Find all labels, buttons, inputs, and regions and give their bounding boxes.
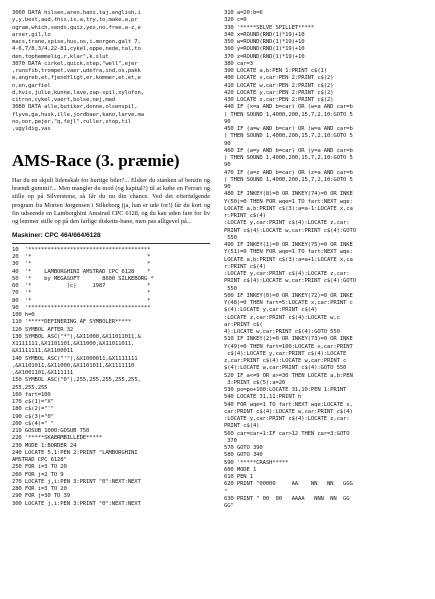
code-line: 430 LOCATE z,car:PEN 2:PRINT c$(2)	[224, 97, 334, 103]
code-line: LOCATE a,b:PRINT c$(3):a=a+1:LOCATE x,ca	[224, 256, 353, 263]
code-line: 530 po=po+100:LOCATE 31,10:PEN 1:PRINT	[224, 387, 350, 393]
code-line: 300 LOCATE j,i:PEN 3:PRINT "0":NEXT:NEXT	[12, 500, 141, 507]
code-line: ar:PRINT c$(	[224, 321, 263, 328]
code-line: e,angreb,et,fjendtligt,er,kommer,et,et,e	[12, 75, 141, 82]
code-line: ,runsfib,trompet,vaer,udefra,ind,os,pakk	[12, 68, 141, 74]
code-line: 120 SYMBOL AFTER 32	[12, 326, 74, 333]
code-line: no,oor,pejer,"q,fejl",ruller,stop,til	[12, 118, 132, 125]
code-line: 80 '* *	[12, 297, 151, 304]
code-line: LOCATE a,b:PRINT c$(3):a=a-1:LOCATE x,ca	[224, 205, 353, 212]
code-line: &X1111111,&X1100011	[12, 348, 74, 355]
code-line: 250 FOR i=3 TO 20	[12, 464, 67, 471]
program-listing	[12, 247, 210, 508]
right-column	[224, 10, 428, 510]
code-line: "	[224, 488, 228, 495]
code-line: 3080 DATA alle,butiker,donne,olsenspil,	[12, 104, 138, 111]
code-line: z,car:PRINT c$(4):LOCATE w,car:PRINT c	[224, 358, 347, 364]
code-line: 4):LOCATE w,car:PRINT c$(4):GOTO 550	[224, 329, 340, 335]
code-line: 340 x=ROUND(RND(1)*19)+10	[224, 31, 305, 38]
code-line: arser,gil,lo	[12, 31, 51, 38]
article-intro: Har du en skjult lidenskab for hurtige biler?... Elsker du stanken af benzin og brændt gummi?... Men mangler du mod (og kapital?) til at købe en Ferrari og stille op på Silverstone, så får du nu din chance. Ved det efterfølgende program fra Morten Jørgensen i Silkeborg (ja, han er ude for!) får du kort og fin udseende en Lamborghini Amstrad CPC 6128, og du kan uden fare for liv og lemmer stille op på den farlige diskette-bane, men pas alligevel på...	[12, 177, 210, 225]
code-line: 210 GOSUB 1000:GOSUB 750	[12, 428, 90, 435]
code-line: 10 '**************************************	[12, 246, 151, 253]
code-line: y,y,best,aud,this,is,a,try,to,make,a,pr	[12, 17, 138, 24]
code-line: 520 IF a<=9 OR a>=30 THEN LOCATE a,b:PEN	[224, 372, 353, 379]
code-line: r:PRINT c$(4)	[224, 263, 266, 270]
code-line: 490 IF INKEY(1)=0 OR INKEY(75)=0 OR INKE	[224, 242, 353, 248]
code-line: ,&X1001101,&X111111	[12, 370, 74, 377]
code-line: 470 IF (a=z AND b=car) OR (z=a AND car=b	[224, 169, 353, 176]
code-line: 140 SYMBOL ASC("'"),&X1000011,&X1111111	[12, 355, 138, 362]
code-line: Y(51)=0 THEN FOR wqe=1 TO fart:NEXT wqe:	[224, 249, 353, 256]
program-listing-continued	[224, 10, 428, 510]
code-line: 50 '* by MEGASOFT 8600 SILKEBORG *	[12, 275, 154, 282]
code-line: Y(48)=0 THEN fart=5:LOCATE x,car:PRINT c	[224, 300, 353, 306]
code-line: 380 car=3	[224, 60, 253, 67]
code-line: car:PRINT c$(4):LOCATE w,car:PRINT c$(4)	[224, 408, 353, 415]
code-line: 170 c$(1)="X"	[12, 399, 54, 406]
code-line: 440 IF (x=a AND b=car) OR (w=a AND car=b	[224, 104, 353, 111]
code-line: :LOCATE y,car:PRINT c$(4):LOCATE z,car:	[224, 271, 350, 277]
code-line: r:PRINT c$(4)	[224, 213, 266, 219]
code-line: 3:PRINT c$(5):a=20	[224, 379, 286, 386]
code-line: 330 '*****SELVE SPILLET*****	[224, 24, 315, 31]
code-line: 310 a=20:b=6	[224, 10, 263, 16]
code-line: 550	[224, 234, 237, 241]
code-line: 90	[224, 184, 231, 190]
code-line: 590 '*****CRASH*****	[224, 459, 289, 466]
code-line: 390 LOCATE a,b:PEN 1:PRINT c$(1)	[224, 68, 327, 74]
code-line: 360 y=ROUND(RND(1)*19)+10	[224, 46, 305, 53]
code-line: 280 FOR i=3 TO 20	[12, 486, 67, 493]
code-line: c$(4):LOCATE y,car:PRINT c$(4):LOCATE	[224, 350, 350, 357]
code-line: 190 c$(3)="0"	[12, 413, 54, 420]
code-line: 350 w=ROUND(RND(1)*19)+10	[224, 39, 305, 45]
code-line: 570 GOTO 390	[224, 445, 263, 451]
code-line: $(4):LOCATE w,car:PRINT c$(4):GOTO 550	[224, 365, 347, 372]
code-line: 260 FOR j=2 TO 9	[12, 471, 64, 478]
code-line: 20 '* *	[12, 254, 151, 261]
code-line: 600 MODE 1	[224, 466, 257, 473]
listing-wrap	[12, 243, 210, 508]
machine-requirements: Maskiner: CPC 464/664/6128	[12, 231, 101, 239]
code-line: 320 c=0	[224, 17, 247, 24]
code-line: 200 c$(4)=" "	[12, 420, 54, 427]
code-line: 3060 DATA hilsen,aren,hans,taj,english,i	[12, 10, 141, 16]
code-line: 370	[224, 437, 237, 444]
code-line: 270 LOCATE j,i:PEN 3:PRINT "0":NEXT:NEXT	[12, 478, 141, 485]
code-line: 90	[224, 162, 231, 169]
code-line: 370 z=ROUND(RND(1)*19)+10	[224, 53, 305, 60]
top-code-block	[12, 10, 210, 133]
code-line: :LOCATE z,car:PRINT c$(4):LOCATE w,c	[224, 314, 340, 321]
code-line: 110 '*****DEFINERING AF SYMBOLER*****	[12, 319, 132, 326]
code-line: :LOCATE y,car:PRINT c$(4):LOCATE z,car:	[224, 220, 350, 227]
code-line: 230 MODE 1:BORDER 24	[12, 442, 77, 449]
code-line: 240 LOCATE 5,1:PEN 2:PRINT "LAMBORGHINI	[12, 449, 138, 456]
code-line: ) THEN SOUND 1,4000,200,15,7,2,10:GOTO 5	[224, 111, 353, 118]
code-line: X1111111,&X1101101,&X11000,&X11011011,	[12, 341, 135, 348]
code-line: 130 SYMBOL ASC("*"),&X11000,&X11011011,&	[12, 333, 141, 340]
code-line: ) THEN SOUND 1,4000,200,15,7,2,10:GOTO 5	[224, 133, 353, 140]
code-line: 90	[224, 140, 231, 147]
code-line: 420 LOCATE y,car:PEN 2:PRINT c$(2)	[224, 89, 334, 96]
code-line: 500 IF INKEY(0)=0 OR INKEY(72)=0 OR INKE	[224, 292, 353, 299]
code-line: 4-6,7/8,3/4,22-81,cykel,oppe,nede,tal,to	[12, 46, 141, 53]
code-line: ,&X1101011,&X11000,&X1101011,&X1111110	[12, 362, 135, 369]
left-column	[12, 10, 210, 508]
code-line: den,tophemmelig,r,klar",k,slut	[12, 53, 109, 60]
code-line: 450 IF (a=w AND b=car) OR (w=a AND car=b	[224, 126, 353, 132]
code-line: 620 PRINT "00000 AA NN NN GGG	[224, 481, 353, 488]
code-line: 30 '* *	[12, 261, 151, 268]
code-line: 100 h=0	[12, 312, 35, 319]
code-line: $(4):LOCATE y,car:PRINT c$(4)	[224, 307, 318, 314]
code-line: 580 GOTO 340	[224, 452, 263, 459]
code-line: d,hvis,julie,kunne,lave,zap-spil,xylofon,	[12, 89, 144, 96]
code-line: 540 LOCATE 31,11:PRINT h	[224, 394, 302, 401]
code-line: 220 '*****SKAERMBILLEDE*****	[12, 435, 103, 442]
code-line: ogram,which,sends,quiz,yes,no,free,a-z,e	[12, 24, 141, 31]
code-line: 90 '**************************************	[12, 304, 151, 311]
code-line: 560 car=car+1:IF car>12 THEN car=3:GOTO	[224, 430, 350, 437]
code-line: 70 '* *	[12, 290, 151, 297]
code-line: 90	[224, 118, 231, 125]
code-line: :LOCATE y,car:PRINT c$(4):LOCATE z,car:	[224, 416, 350, 422]
code-line: 3070 DATA cirkel,quick,step,"well",ejer	[12, 60, 138, 67]
code-line: Y(49)=0 THEN fart=100:LOCATE x,car:PRINT	[224, 343, 353, 350]
code-line: citron,cykel,vaert,bolse,nej,mad	[12, 97, 115, 103]
code-line: ) THEN SOUND 1,4000,200,15,7,2,10:GOTO 5	[224, 176, 353, 183]
code-line: 550	[224, 285, 237, 292]
code-line: AMSTRAD CPC 6128"	[12, 457, 67, 464]
code-line: 290 FOR j=30 TO 39	[12, 493, 70, 500]
code-line: 410 LOCATE w,car:PEN 2:PRINT c$(2)	[224, 82, 334, 89]
code-line: 510 IF INKEY(2)=0 OR INKEY(73)=0 OR INKE	[224, 336, 353, 343]
code-line: PRINT c$(4):LOCATE w,car:PRINT c$(4):GOTO	[224, 278, 356, 285]
article-title: AMS-Race (3. præmie)	[12, 151, 180, 171]
divider	[12, 243, 210, 244]
code-line: 255,255,255	[12, 384, 48, 391]
code-line: 460 IF (a=y AND b=car) OR (y=a AND car=b	[224, 147, 353, 154]
code-line: ) THEN SOUND 1,4000,200,15,7,2,10:GOTO 5	[224, 155, 353, 161]
code-line: ,ugyldig,vas	[12, 126, 51, 132]
code-line: 610 PEN 1	[224, 474, 253, 480]
code-line: GG"	[224, 503, 234, 509]
code-line: flyve,ga,husk,ille,jordbaer,kano,larve,ma	[12, 111, 144, 118]
code-line: Y(50)=0 THEN FOR wqe=1 TO fart:NEXT wqe:	[224, 198, 353, 205]
code-line: 630 PRINT " 00 00 AAAA NNN NN GG	[224, 495, 350, 502]
code-line: n,en,garfiel	[12, 82, 51, 89]
code-line: macs,trane,spise,hus,os,i,morgen,galt 7,	[12, 39, 141, 45]
code-line: PRINT c$(4)	[224, 423, 260, 430]
code-line: 180 c$(2)="'"	[12, 406, 54, 413]
code-line: PRINT c$(4):LOCATE w,car:PRINT c$(4):GOTO	[224, 227, 356, 234]
code-line: 480 IF INKEY(8)=0 OR INKEY(74)=0 OR INKE	[224, 191, 353, 198]
code-line: 60 '* (c) 1987 *	[12, 283, 151, 290]
code-line: 540 FOR wqe=1 TO fart:NEXT wqe:LOCATE x,	[224, 401, 353, 408]
code-line: 150 SYMBOL ASC("0"),255,255,255,255,255,	[12, 377, 141, 384]
code-line: 160 fart=100	[12, 391, 51, 398]
code-line: 400 LOCATE x,car:PEN 2:PRINT c$(2)	[224, 75, 334, 82]
code-line: 40 '* LAMBORGHINI AMSTRAD CPC 6128 *	[12, 268, 151, 275]
